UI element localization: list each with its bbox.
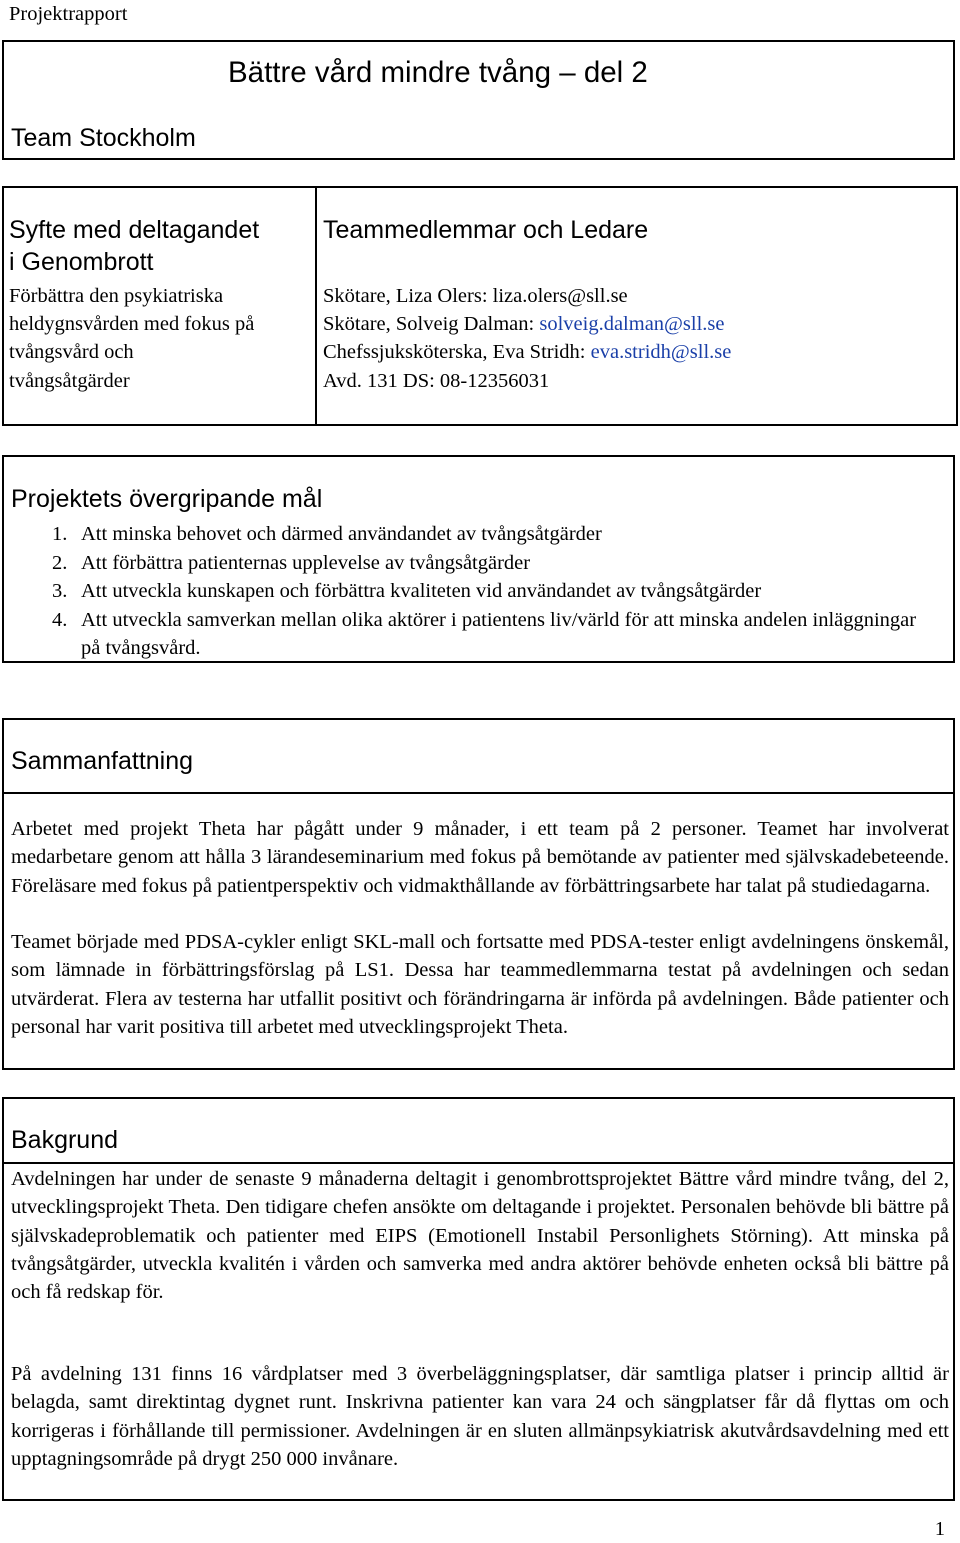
- team-name: Team Stockholm: [11, 124, 196, 152]
- background-heading: Bakgrund: [11, 1126, 119, 1154]
- team-member-row: [323, 341, 731, 364]
- background-divider: [4, 1162, 953, 1164]
- team-members-heading: Teammedlemmar och Ledare: [323, 216, 649, 244]
- summary-paragraph: Teamet började med PDSA-cykler enligt SKL-mall och fortsatte med PDSA-tester enligt avdelningens önskemål, som lämnade in förbättringsförslag på LS1. Dessa har teammedlemmarna testat på avdelningen och sedan utvärderat. Flera av testerna har utfallit positivt och förändringarna är införda på avdelningen. Både patienter och personal har varit positiva till arbetet med utvecklingsprojekt Theta.: [11, 931, 949, 1038]
- ward-phone: Avd. 131 DS: 08-12356031: [323, 370, 550, 392]
- goal-number: 4.: [52, 608, 68, 631]
- goal-text: Att minska behovet och därmed användandet av tvångsåtgärder: [81, 523, 602, 545]
- team-member-row: [323, 313, 725, 336]
- goals-box: [2, 455, 955, 663]
- member-email-link[interactable]: eva.stridh@sll.se: [590, 341, 732, 363]
- purpose-heading-line2: i Genombrott: [9, 248, 154, 276]
- document-type-label: Projektrapport: [9, 3, 128, 25]
- background-paragraph: Avdelningen har under de senaste 9 månaderna deltagit i genombrottsprojektet Bättre vård mindre tvång, del 2, utvecklingsprojekt Theta. Den tidigare chefen ansökte om deltagande i projektet. Personalen behövde bli bättre på självskadeproblematik och patienter med EIPS (Emotionell Instabil Personlighets Störning). Att minska på tvångsåtgärder, utveckla kvalitén i vården och samverka med andra aktörer behövde enheten också bli bättre på och få redskap för.: [11, 1168, 949, 1304]
- purpose-text-line: tvångsåtgärder: [9, 370, 130, 392]
- title-box: [2, 40, 955, 160]
- goal-item: [4, 606, 924, 663]
- member-role-name: Skötare, Liza Olers:: [323, 285, 493, 307]
- purpose-text-line: heldygnsvården med fokus på: [9, 313, 255, 335]
- background-paragraph: På avdelning 131 finns 16 vårdplatser med 3 överbeläggningsplatser, där samtliga platser i princip alltid är belagda, samt direktintag dygnet runt. Inskrivna patienter kan vara 24 och sängplatser får då flyttas om och korrigeras i förhållande till permissioner. Avdelningen är en sluten allmänpsykiatrisk akutvårdsavdelning med ett upptagningsområde på drygt 250 000 invånare.: [11, 1363, 949, 1470]
- report-title: Bättre vård mindre tvång – del 2: [228, 56, 648, 89]
- goal-item: [4, 549, 924, 578]
- goal-text: Att utveckla kunskapen och förbättra kvaliteten vid användandet av tvångsåtgärder: [81, 580, 762, 602]
- goal-item: [4, 577, 924, 606]
- goal-number: 2.: [52, 551, 68, 574]
- background-box: [2, 1097, 955, 1501]
- summary-box: [2, 718, 955, 1070]
- summary-divider: [4, 792, 953, 794]
- purpose-heading-line1: Syfte med deltagandet: [9, 216, 260, 244]
- purpose-team-divider: [315, 186, 317, 426]
- goal-text: Att förbättra patienternas upplevelse av tvångsåtgärder: [81, 551, 531, 574]
- member-email-link[interactable]: solveig.dalman@sll.se: [539, 313, 725, 335]
- team-member-row: [323, 285, 628, 308]
- member-role-name: Chefssjuksköterska, Eva Stridh:: [323, 341, 591, 363]
- member-email: liza.olers@sll.se: [492, 285, 628, 307]
- goal-text: Att utveckla samverkan mellan olika aktörer i patientens liv/värld för att minska andelen inläggningar på tvångsvård.: [81, 608, 917, 659]
- page-number: 1: [934, 1518, 945, 1540]
- purpose-text-line: tvångsvård och: [9, 341, 134, 363]
- goals-heading: Projektets övergripande mål: [11, 485, 323, 513]
- purpose-text-line: Förbättra den psykiatriska: [9, 285, 224, 307]
- goals-list: [4, 520, 924, 663]
- goal-number: 3.: [52, 580, 68, 602]
- goal-number: 1.: [52, 523, 68, 545]
- summary-heading: Sammanfattning: [11, 747, 194, 775]
- goal-item: [4, 520, 924, 549]
- member-role-name: Skötare, Solveig Dalman:: [323, 313, 540, 335]
- summary-paragraph: Arbetet med projekt Theta har pågått under 9 månader, i ett team på 2 personer. Teamet har involverat medarbetare genom att hålla 3 lärandeseminarium med fokus på bemötande av patienter med självskadebeteende. Föreläsare med fokus på patientperspektiv och vidmakthållande av förbättringsarbete har talat på studiedagarna.: [11, 818, 949, 897]
